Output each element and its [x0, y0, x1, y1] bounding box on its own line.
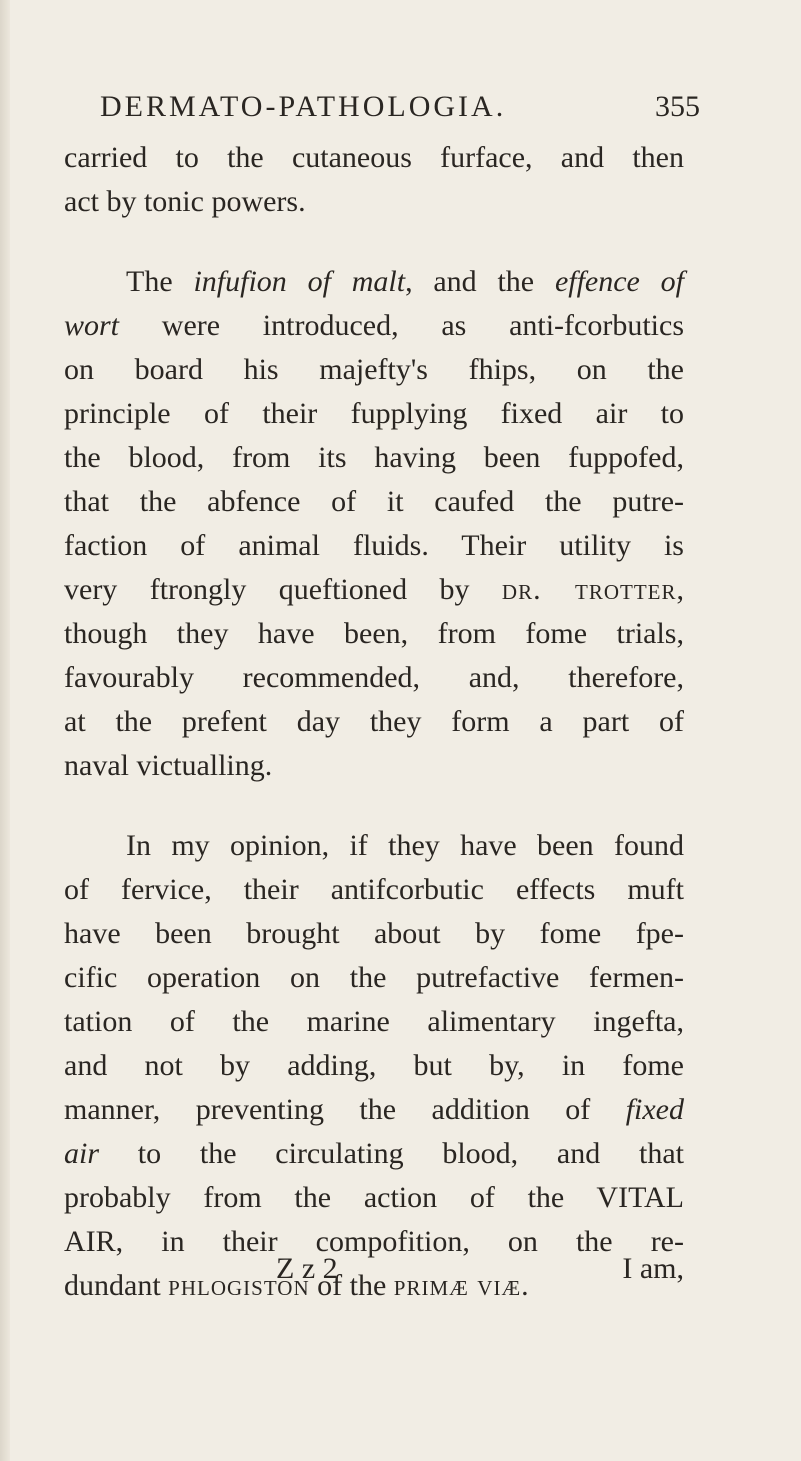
paragraph	[64, 136, 684, 224]
text-line: of fervice, their antifcorbutic effects muft	[64, 873, 684, 906]
page-footer	[64, 1252, 684, 1296]
running-head	[100, 90, 700, 130]
text-line: manner, preventing the addition of fixed	[64, 1093, 684, 1126]
paragraph	[64, 260, 684, 788]
paragraph-gap	[64, 788, 684, 824]
text-line: act by tonic powers.	[64, 185, 306, 218]
text-line: air to the circulating blood, and that	[64, 1137, 684, 1170]
text-line: have been brought about by fome fpe-	[64, 917, 684, 950]
body-text	[64, 136, 684, 1308]
text-line: on board his majefty's fhips, on the	[64, 353, 684, 386]
text-line: The infufion of malt, and the effence of	[126, 265, 685, 298]
text-line: at the prefent day they form a part of	[64, 705, 684, 738]
text-line: that the abfence of it caufed the putre-	[64, 485, 684, 518]
text-line: wort were introduced, as anti-fcorbutics	[64, 309, 684, 342]
text-line: AIR, in their compofition, on the re-	[64, 1225, 684, 1258]
text-line: principle of their fupplying fixed air to	[64, 397, 684, 430]
text-line: dundant phlogiston of the primæ viæ.	[64, 1269, 529, 1302]
text-line: the blood, from its having been fuppofed,	[64, 441, 684, 474]
text-line: naval victualling.	[64, 749, 273, 782]
text-line: and not by adding, but by, in fome	[64, 1049, 684, 1082]
text-line: faction of animal fluids. Their utility is	[64, 529, 684, 562]
signature-mark: Z z 2	[276, 1252, 338, 1285]
page-number: 355	[655, 90, 700, 123]
text-line: cific operation on the putrefactive fermen-	[64, 961, 684, 994]
catchword: I am,	[622, 1252, 684, 1285]
text-line: carried to the cutaneous furface, and then	[64, 141, 684, 174]
text-line: probably from the action of the VITAL	[64, 1181, 684, 1214]
text-line: In my opinion, if they have been found	[126, 829, 684, 862]
text-line: very ftrongly queftioned by dr. trotter,	[64, 573, 684, 606]
text-line: tation of the marine alimentary ingefta,	[64, 1005, 684, 1038]
paragraph	[64, 824, 684, 1308]
page-edge	[0, 0, 10, 1461]
text-line: favourably recommended, and, therefore,	[64, 661, 684, 694]
text-line: though they have been, from fome trials,	[64, 617, 684, 650]
paragraph-gap	[64, 224, 684, 260]
running-title: DERMATO-PATHOLOGIA.	[100, 90, 507, 123]
